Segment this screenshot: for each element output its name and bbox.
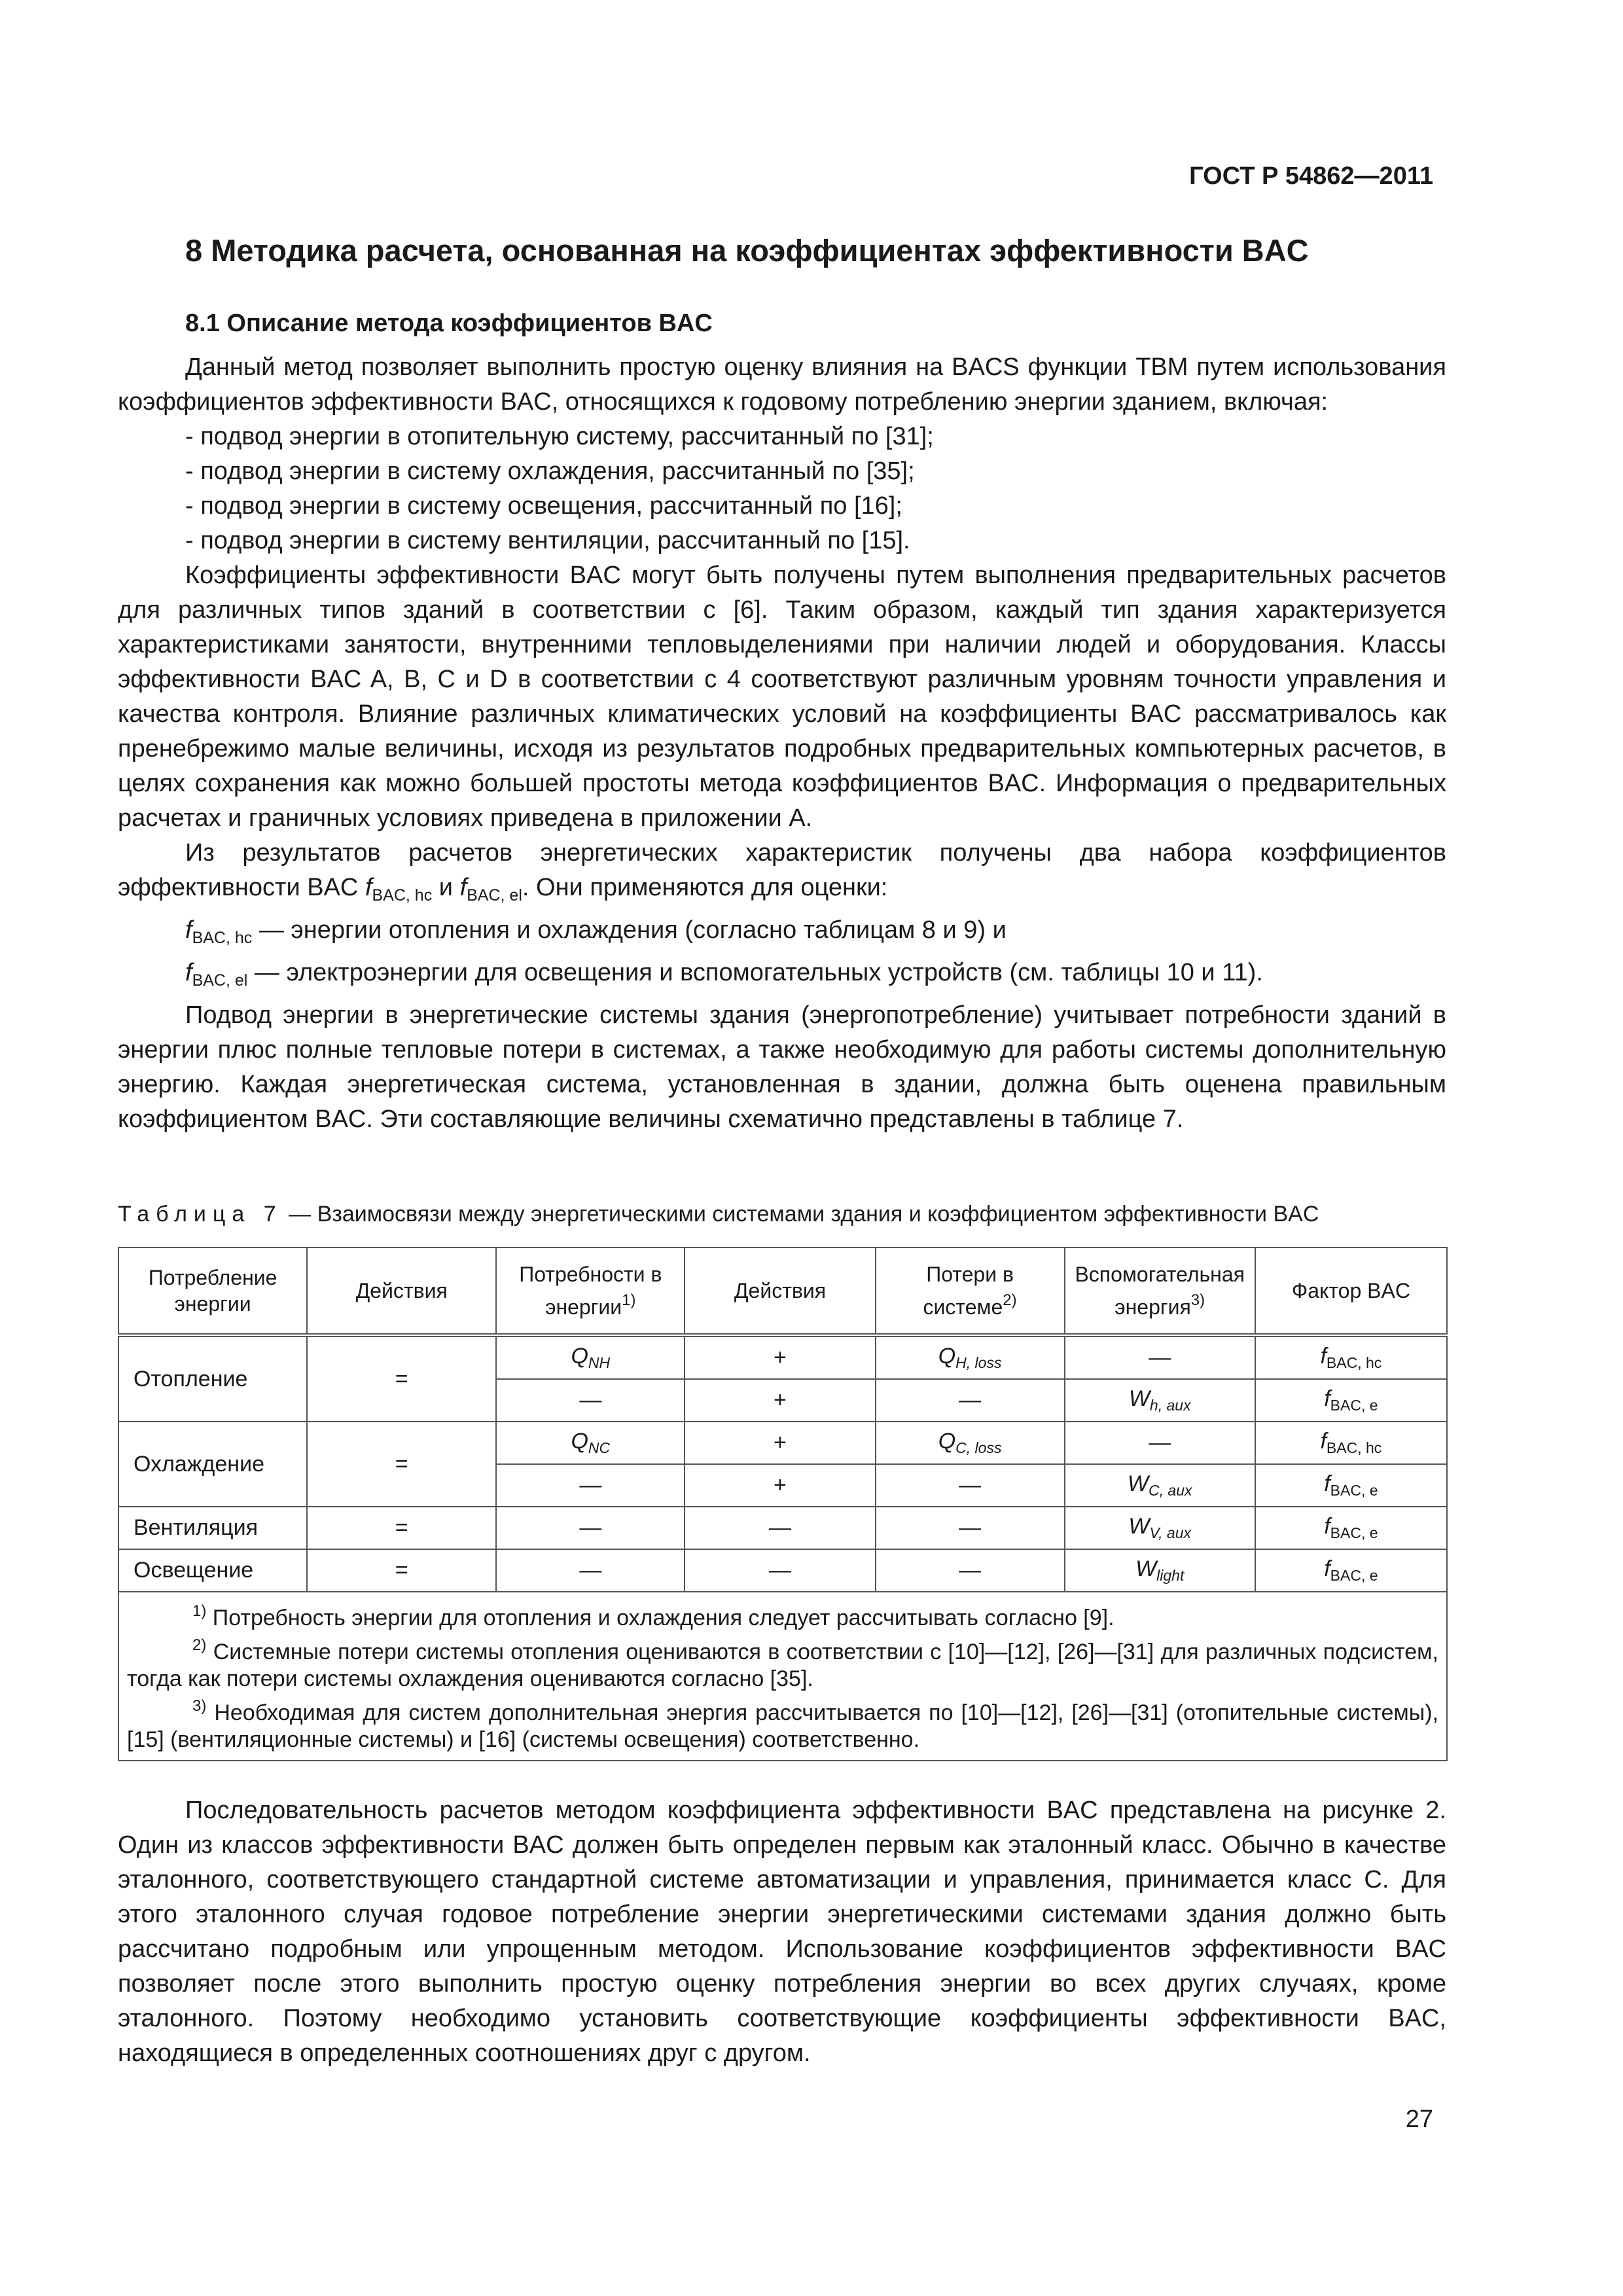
page-number: 27 <box>1405 2106 1433 2133</box>
paragraph-energy-supply: Подвод энергии в энергетические системы здания (энергопотребление) учитывает потребности зданий в энергии плюс полные тепловые потери в системах, а также необходимую для работы системы дополнительную энергию. Каждая энергетическая система, установленная в здании, должна быть оценена правильным коэффициентом BAC. Эти составляющие величины схематично представлены в таблице 7. <box>118 1001 1446 1133</box>
table-note: $^{3)}$ Необходимая для систем дополнительная энергия рассчитывается по [10]—[12], [26]—[31] (отопительные системы), [15] (вентиляционные системы) и [16] (системы освещения) соответственно. <box>127 1697 1438 1752</box>
paragraph-sequence: Последовательность расчетов методом коэффициента эффективности BAC представлена на рисунке 2. Один из классов эффективности BAC должен быть определен первым как эталонный класс. Обычно в качестве эталонного, соответствующего стандартной системе автоматизации и управления, принимается класс С. Для этого эталонного случая годовое потребление энергии энергетическими системами здания должно быть рассчитано подробным или упрощенным методом. Использование коэффициентов эффективности BAC позволяет после этого выполнить простую оценку потребления энергии во всех других случаях, кроме эталонного. Поэтому необходимо установить соответствующие коэффициенты эффективности BAC, находящиеся в определенных соотношениях друг с другом. <box>118 1797 1446 2067</box>
formula-el: $f_{BAC, el}$ — электроэнергии для освещения и вспомогательных устройств (см. таблицы 10 и 11). <box>185 959 1263 990</box>
table-row: Освещение = — — — $W_{light}$ $f_{BAC, e}$ <box>118 1549 1447 1592</box>
table-caption: Таблица 7 — Взаимосвязи между энергетическими системами здания и коэффициентом эффективности BAC <box>118 1202 1319 1227</box>
row-label-heating: Отопление <box>118 1335 307 1422</box>
table-row: — + — $W_{h, aux}$ $f_{BAC, e}$ <box>118 1379 1447 1422</box>
formula-hc: $f_{BAC, hc}$ — энергии отопления и охлаждения (согласно таблицам 8 и 9) и <box>185 916 1007 947</box>
column-header: Потребности в энергии$^{1)}$ <box>496 1247 685 1335</box>
body-text-top <box>118 350 1446 1137</box>
table-row: — + — $W_{C, aux}$ $f_{BAC, e}$ <box>118 1464 1447 1507</box>
subsection-title: 8.1 Описание метода коэффициентов BAC <box>185 310 713 337</box>
body-text-bottom <box>118 1793 1446 2071</box>
paragraph-intro: Данный метод позволяет выполнить простую оценку влияния на BACS функции ТВМ путем использования коэффициентов эффективности BAC, относящихся к годовому потреблению энергии зданием, включая: <box>118 353 1446 416</box>
bullet-list <box>118 420 1446 558</box>
list-item: - подвод энергии в систему освещения, рассчитанный по [16]; <box>185 492 902 520</box>
row-label-cooling: Охлаждение <box>118 1422 307 1507</box>
column-header: Действия <box>685 1247 875 1335</box>
list-item: - подвод энергии в систему вентиляции, рассчитанный по [15]. <box>185 527 910 554</box>
table-row: Отопление = $Q_{NH}$ + $Q_{H, loss}$ — $f_{BAC, hc}$ <box>118 1335 1447 1379</box>
column-header: Потери в системе$^{2)}$ <box>876 1247 1065 1335</box>
column-header: Действия <box>307 1247 496 1335</box>
column-header: Потребление энергии <box>118 1247 307 1335</box>
table-header-row <box>118 1247 1447 1335</box>
list-item: - подвод энергии в систему охлаждения, рассчитанный по [35]; <box>185 457 915 485</box>
list-item: - подвод энергии в отопительную систему, рассчитанный по [31]; <box>185 423 934 450</box>
column-header: Вспомогательная энергия$^{3)}$ <box>1065 1247 1255 1335</box>
table-row: Вентиляция = — — — $W_{V, aux}$ $f_{BAC, e}$ <box>118 1507 1447 1549</box>
section-title: 8 Методика расчета, основанная на коэффициентах эффективности BAC <box>185 233 1309 268</box>
bac-table <box>118 1247 1448 1761</box>
subscript: BAC, hc <box>372 886 433 905</box>
column-header: Фактор BAC <box>1255 1247 1447 1335</box>
document-code: ГОСТ Р 54862—2011 <box>1189 162 1433 190</box>
row-label-lighting: Освещение <box>118 1549 307 1592</box>
paragraph-sets: Из результатов расчетов энергетических характеристик получены два набора коэффициентов эффективности BAC $f_{BAC, hc}$ и $f_{BAC, el}$. Они применяются для оценки: <box>118 839 1446 905</box>
table-notes <box>118 1592 1447 1761</box>
table-note: $^{2)}$ Системные потери системы отопления оцениваются в соответствии с [10]—[12], [26]—[31] для различных подсистем, тогда как потери системы охлаждения оцениваются согласно [35]. <box>127 1636 1438 1691</box>
row-label-ventilation: Вентиляция <box>118 1507 307 1549</box>
subscript: BAC, el <box>467 886 522 905</box>
table-notes-row <box>118 1592 1447 1761</box>
table-row: Охлаждение = $Q_{NC}$ + $Q_{C, loss}$ — $f_{BAC, hc}$ <box>118 1422 1447 1464</box>
paragraph-coefficients: Коэффициенты эффективности BAC могут быть получены путем выполнения предварительных расчетов для различных типов зданий в соответствии с [6]. Таким образом, каждый тип здания характеризуется характеристиками занятости, внутренними тепловыделениями при наличии людей и оборудования. Классы эффективности BAC A, B, C и D в соответствии с 4 соответствуют различным уровням точности управления и качества контроля. Влияние различных климатических условий на коэффициенты BAC рассматривалось как пренебрежимо малые величины, исходя из результатов подробных предварительных компьютерных расчетов, в целях сохранения как можно большей простоты метода коэффициентов BAC. Информация о предварительных расчетах и граничных условиях приведена в приложении А. <box>118 562 1446 832</box>
table-note: $^{1)}$ Потребность энергии для отопления и охлаждения следует рассчитывать согласно [9]. <box>192 1602 1115 1630</box>
